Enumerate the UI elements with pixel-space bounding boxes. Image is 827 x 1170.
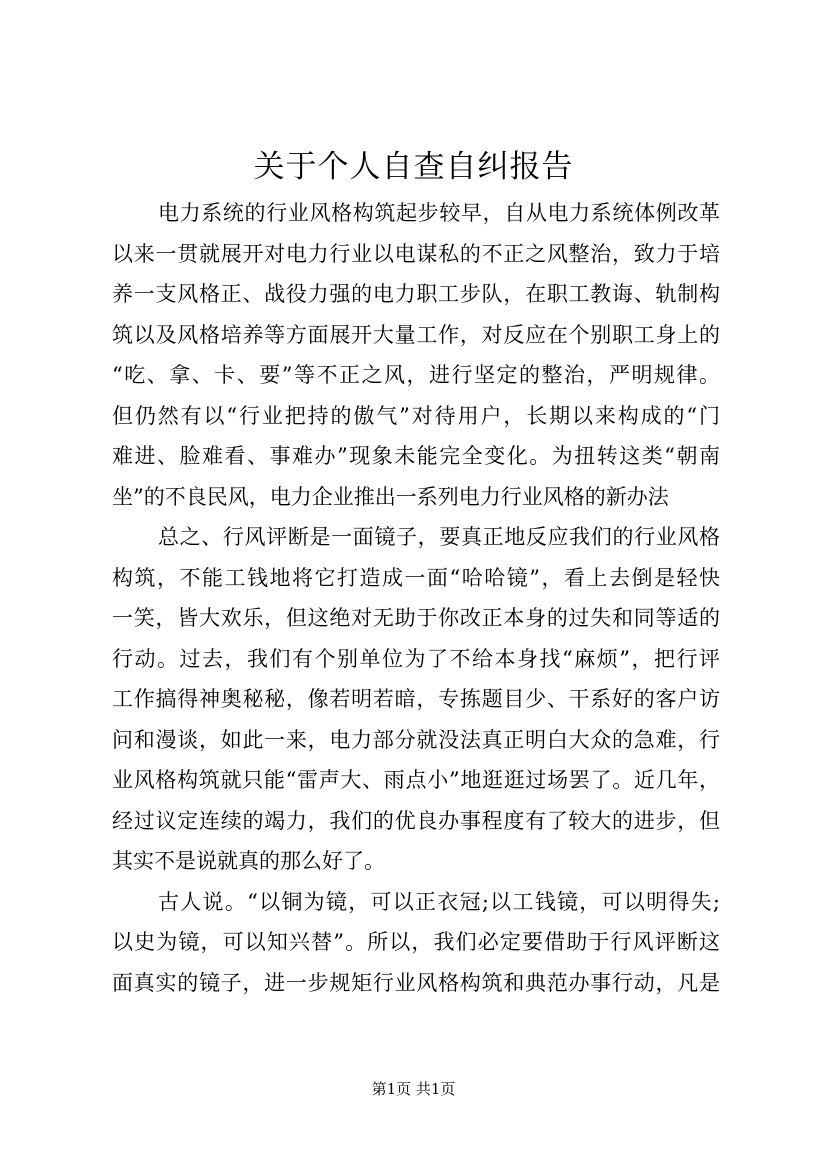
page-title: 关于个人自查自纠报告: [253, 149, 574, 185]
text-line: 坐”的不良民风，电力企业推出一系列电力行业风格的新办法: [112, 484, 669, 509]
text-line: 工作搞得神奥秘秘，像若明若暗，专拣题目少、干系好的客户访: [112, 687, 720, 711]
document-body: [112, 193, 720, 1003]
text-line: 以来一贯就展开对电力行业以电谋私的不正之风整治，致力于培: [112, 241, 720, 266]
text-line: 面真实的镜子，进一步规矩行业风格构筑和典范办事行动，凡是: [112, 970, 720, 995]
text-line: 一笑，皆大欢乐，但这绝对无助于你改正本身的过失和同等适的: [112, 606, 720, 630]
text-line: 其实不是说就真的那么好了。: [112, 849, 385, 873]
text-line: 但仍然有以“行业把持的傲气”对待用户，长期以来构成的“门: [112, 403, 720, 428]
text-line: 构筑，不能工钱地将它打造成一面“哈哈镜”，看上去倒是轻快: [112, 565, 720, 590]
text-line: 筑以及风格培养等方面展开大量工作，对反应在个别职工身上的: [112, 322, 720, 347]
text-line: 古人说。“以铜为镜，可以正衣冠;以工钱镜，可以明得失;: [158, 889, 720, 914]
text-line: 养一支风格正、战役力强的电力职工步队，在职工教诲、轨制构: [112, 282, 720, 306]
text-line: 总之、行风评断是一面镜子，要真正地反应我们的行业风格: [158, 525, 720, 549]
page-footer: 第1页 共1页: [371, 1080, 456, 1098]
text-line: 经过议定连续的竭力，我们的优良办事程度有了较大的进步，但: [112, 808, 720, 833]
text-line: 问和漫谈，如此一来，电力部分就没法真正明白大众的急难，行: [112, 727, 720, 752]
text-line: 难进、脸难看、事难办”现象未能完全变化。为扭转这类“朝南: [112, 444, 720, 468]
text-line: 业风格构筑就只能“雷声大、雨点小”地逛逛过场罢了。近几年，: [112, 768, 720, 792]
text-line: 电力系统的行业风格构筑起步较早，自从电力系统体例改革: [158, 201, 720, 225]
text-line: 行动。过去，我们有个别单位为了不给本身找“麻烦”，把行评: [112, 646, 720, 671]
text-line: “吃、拿、卡、要”等不正之风，进行坚定的整治，严明规律。: [112, 363, 720, 387]
text-line: 以史为镜，可以知兴替”。所以，我们必定要借助于行风评断这: [112, 930, 720, 954]
